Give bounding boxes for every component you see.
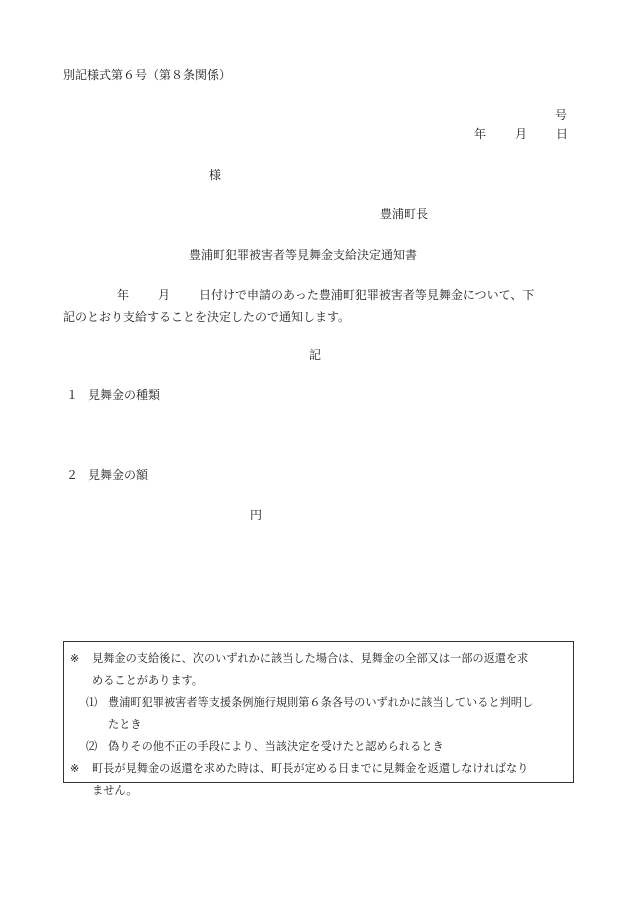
- date-line: [474, 126, 568, 142]
- body-month: 月: [158, 288, 171, 302]
- body-year: 年: [117, 288, 130, 302]
- notice-sub-2: [70, 736, 567, 758]
- item-2-label: 見舞金の額: [88, 468, 149, 482]
- item-2: [66, 467, 148, 483]
- sub-mark-2: ⑵: [86, 740, 98, 753]
- notice-box: [63, 641, 574, 797]
- issuer: 豊浦町長: [380, 207, 429, 221]
- notice-item-2: [70, 758, 567, 802]
- item-1-number: １: [66, 388, 79, 402]
- sub-2-line1: 偽りその他不正の手段により、当該決定を受けたと認められるとき: [108, 740, 444, 753]
- addressee-suffix: 様: [209, 168, 222, 182]
- notice-2-line1: 町長が見舞金の返還を求めた時は、町長が定める日までに見舞金を返還しなければなり: [92, 762, 529, 775]
- notice-mark-2: ※: [70, 762, 80, 775]
- item-1-label: 見舞金の種類: [88, 388, 161, 402]
- body-text-line2: 記のとおり支給することを決定したので通知します。: [63, 310, 351, 324]
- item-2-number: ２: [66, 468, 79, 482]
- document-title: 豊浦町犯罪被害者等見舞金支給決定通知書: [189, 248, 418, 262]
- notice-item-1: [70, 648, 567, 692]
- item-1: [66, 387, 160, 403]
- date-day: 日: [556, 127, 569, 141]
- body-text-line1: 日付けで申請のあった豊浦町犯罪被害者等見舞金について、下: [199, 288, 535, 302]
- date-year: 年: [474, 127, 487, 141]
- notice-1-line2: めることがあります。: [92, 674, 203, 687]
- notice-2-line2: ません。: [92, 784, 138, 797]
- sub-mark-1: ⑴: [86, 696, 98, 709]
- form-title: 別記様式第６号（第８条関係）: [63, 68, 232, 82]
- notice-1-line1: 見舞金の支給後に、次のいずれかに該当した場合は、見舞金の全部又は一部の返還を求: [92, 652, 529, 665]
- yen-label: 円: [250, 508, 263, 522]
- notice-mark-1: ※: [70, 652, 80, 665]
- notice-sub-1: [70, 692, 567, 736]
- sub-1-line2: たとき: [108, 718, 142, 731]
- body-paragraph: [63, 284, 569, 328]
- ki-heading: 記: [309, 348, 322, 362]
- sub-1-line1: 豊浦町犯罪被害者等支援条例施行規則第６条各号のいずれかに該当していると判明し: [108, 696, 534, 709]
- number-label: 号: [555, 108, 568, 122]
- date-month: 月: [515, 127, 528, 141]
